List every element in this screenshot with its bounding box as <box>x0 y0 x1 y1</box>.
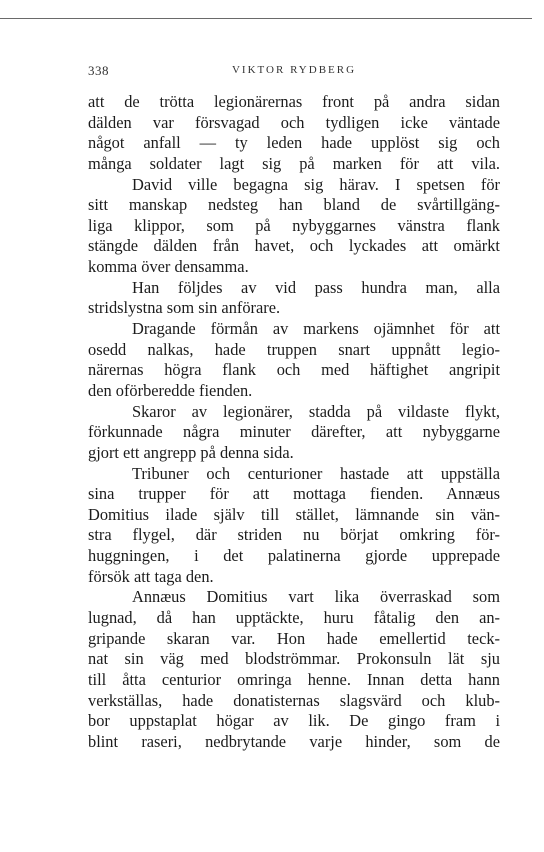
text-line: verkställas, hade donatisternas slagsvärd och klub- <box>88 690 500 710</box>
text-line: försök att taga den. <box>88 566 214 586</box>
text-line: sitt manskap nedsteg han bland de svårtillgäng- <box>88 195 500 215</box>
text-line: liga klippor, som på nybyggarnes vänstra flank <box>88 215 500 235</box>
text-line: gjort ett angrepp på denna sida. <box>88 442 294 462</box>
top-rule <box>0 18 532 19</box>
text-line: bor uppstaplat högar av lik. De gingo fram i <box>88 711 500 731</box>
text-line: lugnad, då han upptäckte, huru fåtalig den an- <box>88 608 500 628</box>
text-line: många soldater lagt sig på marken för att vila. <box>88 153 500 173</box>
text-line: Han följdes av vid pass hundra man, alla <box>132 277 500 297</box>
text-line: Skaror av legionärer, stadda på vildaste flykt, <box>132 401 500 421</box>
page-header <box>88 63 500 83</box>
page-number: 338 <box>88 63 109 78</box>
text-line: gripande skaran var. Hon hade emellertid teck- <box>88 628 500 648</box>
text-line: Tribuner och centurioner hastade att uppställa <box>132 463 500 483</box>
text-line: något anfall — ty leden hade upplöst sig och <box>88 133 500 153</box>
text-line: sina trupper för att mottaga fienden. Annæus <box>88 484 500 504</box>
text-line: Annæus Domitius vart lika överraskad som <box>132 587 500 607</box>
text-line: blint raseri, nedbrytande varje hinder, som de <box>88 731 500 751</box>
text-line: närernas högra flank och med häftighet angripit <box>88 360 500 380</box>
text-line: osedd nalkas, hade truppen snart uppnått legio- <box>88 339 500 359</box>
text-line: Domitius ilade själv till stället, lämnande sin vän- <box>88 504 500 524</box>
running-head: VIKTOR RYDBERG <box>231 64 357 76</box>
text-line: stängde dälden från havet, och lyckades att omärkt <box>88 236 500 256</box>
text-line: den oförberedde fienden. <box>88 380 253 400</box>
text-line: huggningen, i det palatinerna gjorde upprepade <box>88 546 500 566</box>
text-line: dälden var försvagad och tydligen icke väntade <box>88 112 500 132</box>
text-line: förkunnade några minuter därefter, att nybyggarne <box>88 422 500 442</box>
text-line: David ville begagna sig härav. I spetsen för <box>132 174 500 194</box>
text-line: nat sin väg med blodströmmar. Prokonsuln lät sju <box>88 649 500 669</box>
body-text <box>88 92 500 753</box>
text-line: Dragande förmån av markens ojämnhet för att <box>132 319 500 339</box>
text-line: komma över densamma. <box>88 257 249 277</box>
text-line: till åtta centurior omringa henne. Innan detta hann <box>88 669 500 689</box>
text-line: stridslystna som sin anförare. <box>88 298 281 318</box>
text-line: att de trötta legionärernas front på andra sidan <box>88 92 500 111</box>
text-line: stra flygel, där striden nu börjat omkring för- <box>88 525 500 545</box>
